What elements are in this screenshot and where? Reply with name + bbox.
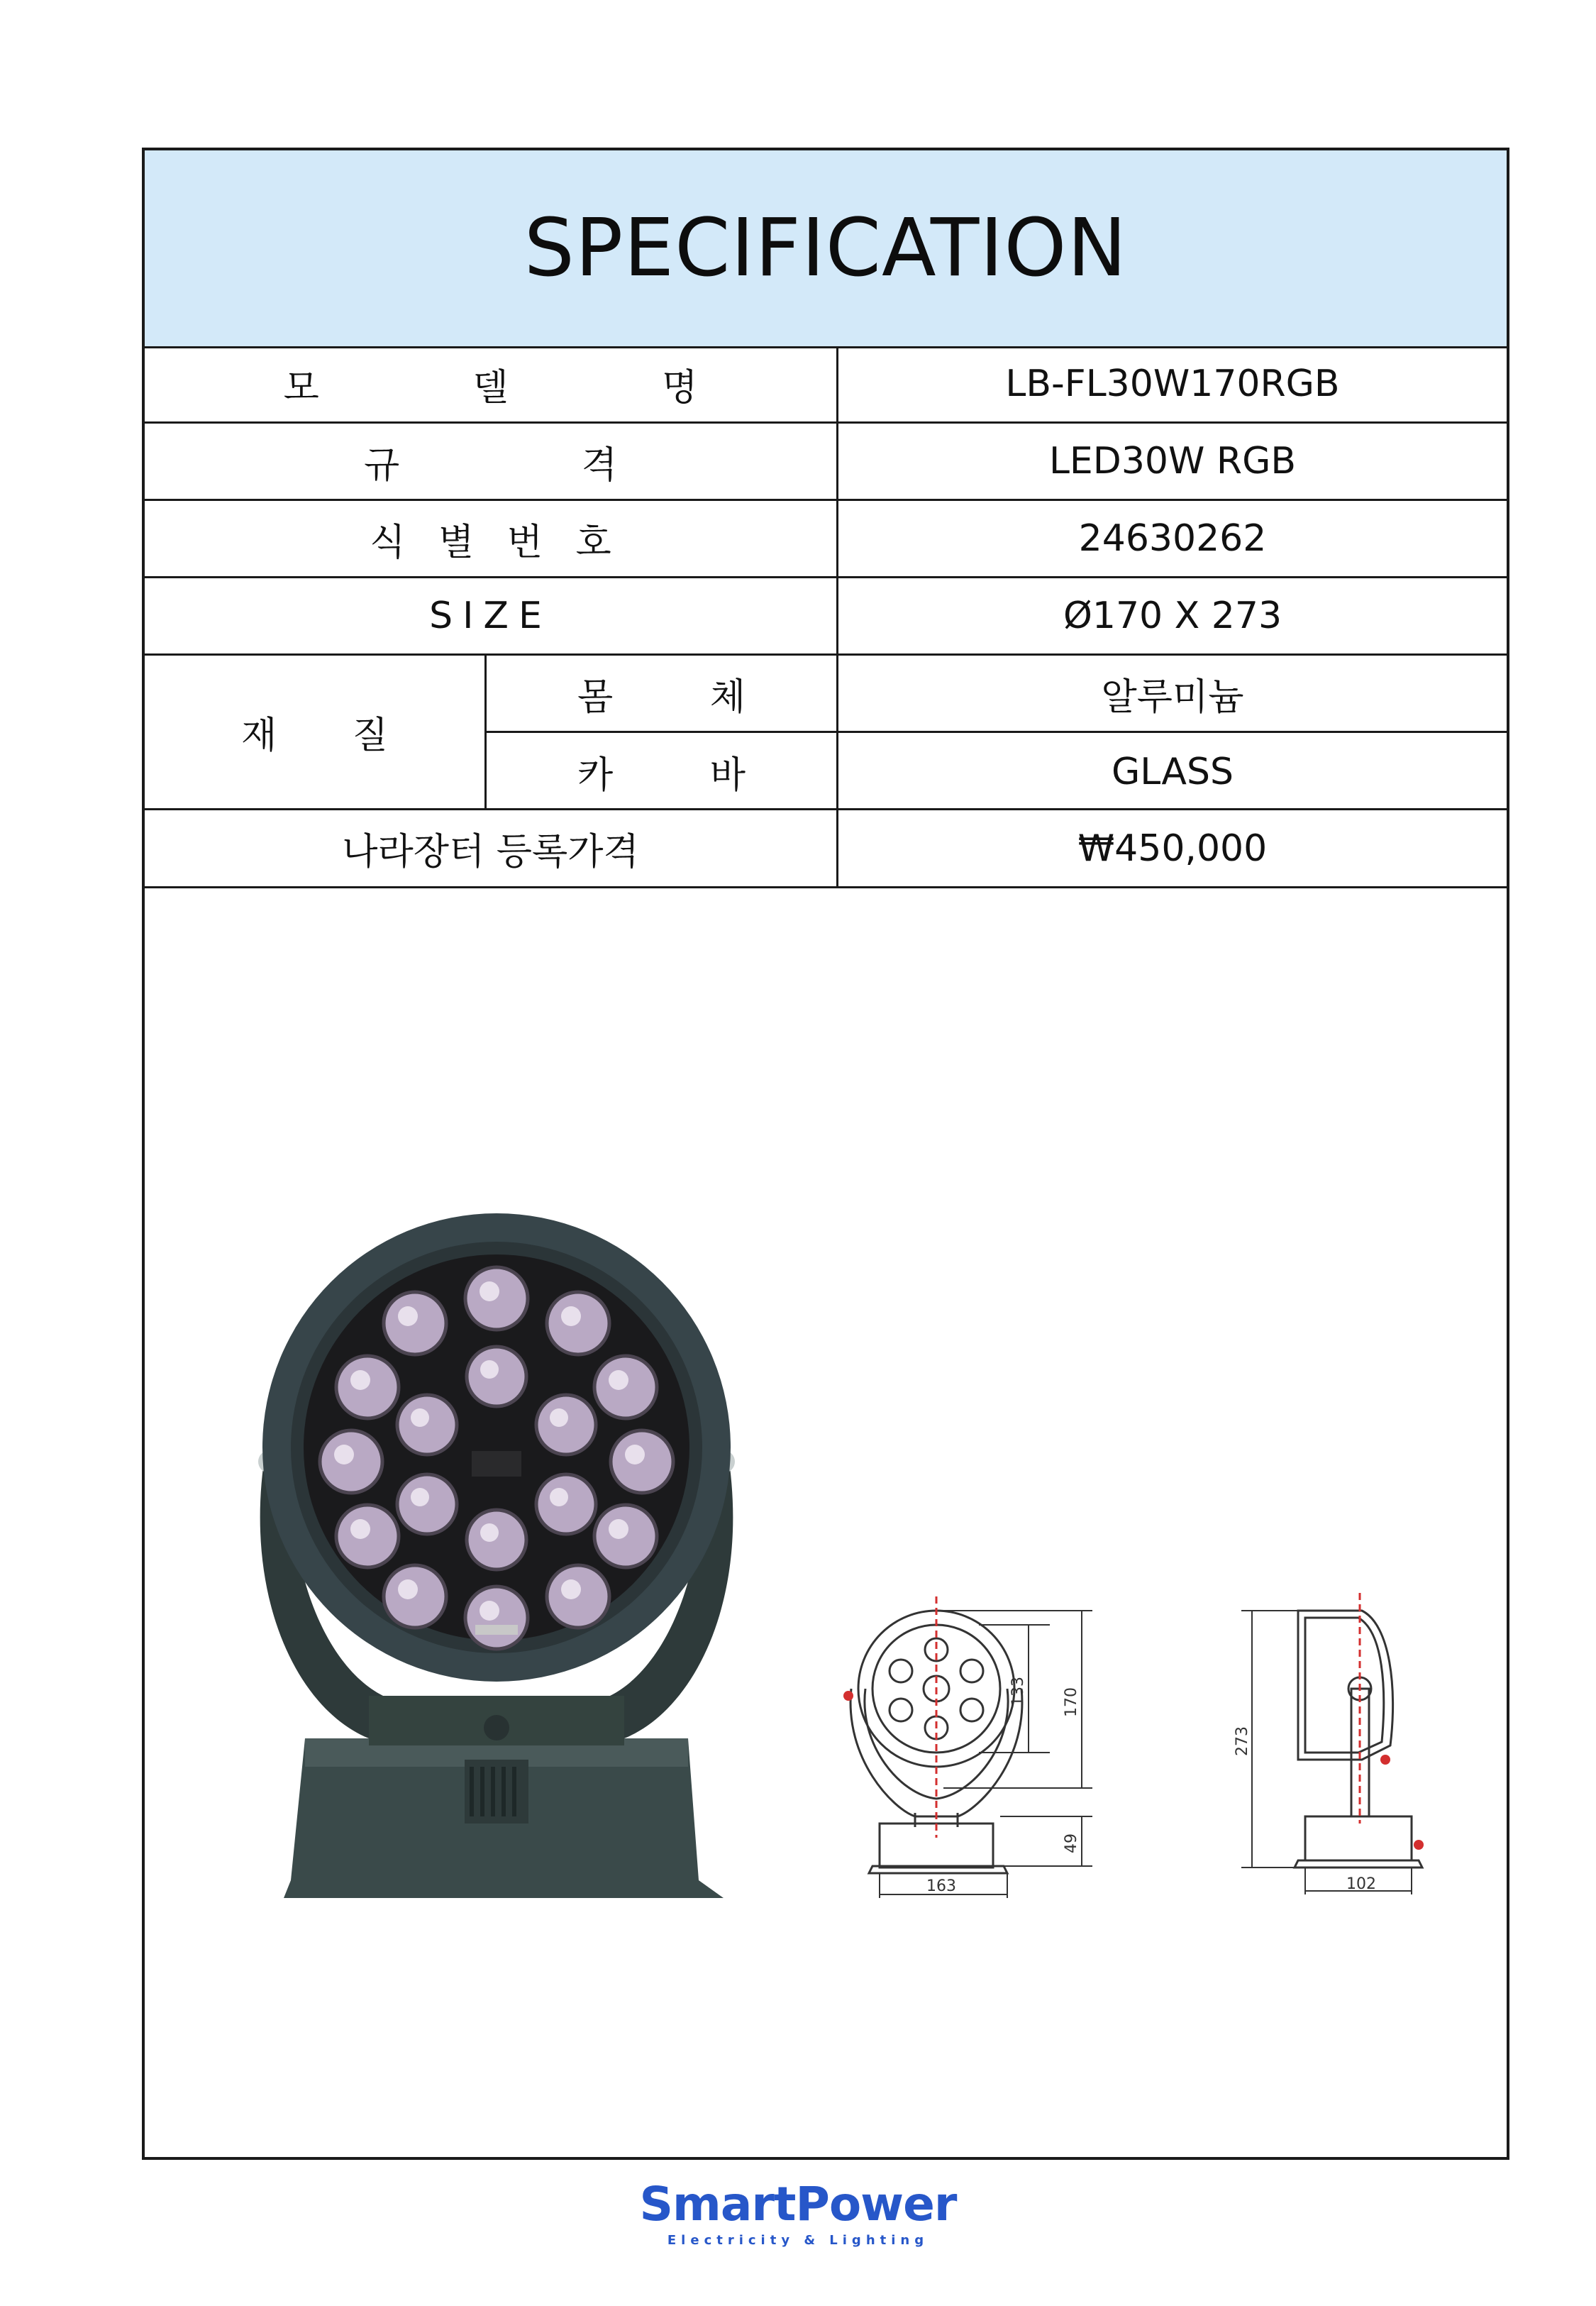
model-label: 모 델 명 bbox=[145, 346, 838, 421]
material-body-value: 알루미늄 bbox=[838, 656, 1507, 733]
dim-height-inner: 133 bbox=[1009, 1677, 1027, 1706]
id-number-label: 식 별 번 호 bbox=[145, 501, 838, 576]
material-cover-label: 카 바 bbox=[487, 733, 838, 810]
material-label: 재 질 bbox=[145, 656, 487, 808]
row-material bbox=[145, 656, 1507, 810]
row-price bbox=[145, 810, 1507, 888]
model-value: LB-FL30W170RGB bbox=[1005, 363, 1340, 405]
standard-label: 규 격 bbox=[145, 424, 838, 499]
header-band bbox=[145, 150, 1507, 348]
row-id-number bbox=[145, 501, 1507, 578]
size-label: SIZE bbox=[145, 578, 838, 653]
dim-base-width: 102 bbox=[1346, 1875, 1376, 1893]
material-cover-value: GLASS bbox=[1111, 750, 1234, 793]
size-value: Ø170 X 273 bbox=[1063, 595, 1282, 637]
dim-height-outer: 170 bbox=[1063, 1687, 1080, 1717]
dim-base-height: 49 bbox=[1063, 1833, 1080, 1853]
standard-value: LED30W RGB bbox=[1048, 440, 1297, 482]
brand-logo bbox=[0, 2177, 1596, 2248]
row-standard bbox=[145, 424, 1507, 501]
dim-side-height: 273 bbox=[1234, 1726, 1251, 1756]
side-view-drawing bbox=[1220, 1582, 1475, 1923]
material-body-label: 몸 체 bbox=[487, 656, 838, 733]
id-number-value: 24630262 bbox=[1078, 517, 1267, 560]
row-size bbox=[145, 578, 1507, 656]
row-model bbox=[145, 346, 1507, 424]
front-view-drawing bbox=[802, 1582, 1099, 1923]
brand-tagline: Electricity & Lighting bbox=[667, 2233, 929, 2248]
product-photo bbox=[199, 1199, 794, 1944]
page-title: SPECIFICATION bbox=[523, 202, 1128, 294]
price-label: 나라장터 등록가격 bbox=[145, 810, 838, 886]
dim-width: 163 bbox=[926, 1877, 956, 1895]
price-value: ₩450,000 bbox=[1077, 827, 1268, 870]
brand-name: SmartPower bbox=[639, 2177, 957, 2231]
